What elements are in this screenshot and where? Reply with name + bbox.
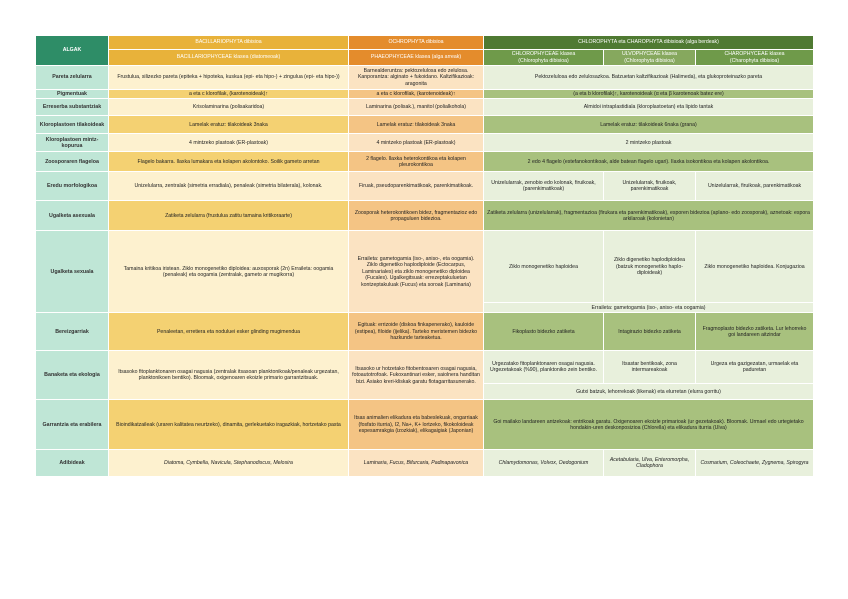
cell-bacillariophyta: a eta c klorofilak, (karotenoideak)↑ [109, 90, 349, 99]
cell-ochrophyta: Egituak: errizoide (diskoa finkapenerako), kauloide (estipea), filoide (ijelika). Tarteko meristemen bidezko hazkunde tarteaketua. [349, 313, 484, 351]
row-label: Bereizgarriak [36, 313, 109, 351]
cell-ochrophyta: Barnealderuntza: pektozelulosa edo zelulosa. Kanporantza: alginato + fukoidano. Kaltzifikazioak: aragonita [349, 66, 484, 90]
table-row [36, 231, 814, 303]
cell-ochrophyta: Zoosporak heterokontikoen bidez, fragmentazioz edo propaguluen bidezioa. [349, 201, 484, 231]
cell-chlorophyta: Lamelak eratuz: tilakoideak 6naka (grana) [484, 116, 814, 134]
cell-bacillariophyta: Diatoma, Cymbella, Navicula, Stephanodiscus, Melosira [109, 450, 349, 477]
row-label: Zoosporaren flageloa [36, 152, 109, 172]
chlorophyceae-class-name: CHLOROPHYCEAE klasea [511, 51, 576, 58]
ulvophyceae-class-division: (Chlorophyta dibisioa) [624, 57, 675, 64]
row-label: Ugalketa sexuala [36, 231, 109, 313]
cell-charophyceae: Urgeza eta gazigezatan, urmaelak eta paduretan [696, 351, 814, 384]
cell-charophyceae: Fragmoplasto bidezko zatiketa. Lur lehorreko goi landareen aitzindar [696, 313, 814, 351]
table-row [36, 400, 814, 450]
table-row [36, 201, 814, 231]
header-row-divisions [36, 36, 814, 50]
cell-chlorophyta: Almidoi intraplastidiala (kloroplastoetan) eta lipido tantak [484, 99, 814, 116]
cell-bacillariophyta: Lamelak eratuz: tilakoideak 3naka [109, 116, 349, 134]
cell-ochrophyta: Itsasoko ur hotzetako fitobentosaren osagai nagusia, fotoautotrofoak. Fukoxantinari esker, saiolnera handitan bizi. Asiako kreri-kliskak garatu flotagarritasunerako. [349, 351, 484, 400]
row-label: Eredu morfologikoa [36, 172, 109, 201]
table-row [36, 450, 814, 477]
cell-chlorophyceae: Urgezatako fitoplanktonaren osagai nagusia. Urgezetakoak (%90), planktoniko zein bentiko. [484, 351, 604, 384]
cell-bacillariophyta: Zatiketa zelularra (frustulua zatitu tamaina kritikoraarte) [109, 201, 349, 231]
table-row [36, 66, 814, 90]
cell-chlorophyta: Pektozelulosa edo zelulosazkoa. Batzuetan kaltzifikazioak (Halimeda), eta glukoproteinazko pareta [484, 66, 814, 90]
row-label: Adibideak [36, 450, 109, 477]
header-algak: ALGAK [36, 36, 109, 66]
cell-chlorophyceae: Fikoplasto bidezko zatiketa [484, 313, 604, 351]
charophyceae-class-division: (Charophyta dibisioa) [729, 57, 780, 64]
table-row [36, 134, 814, 152]
cell-ulvophyceae: Ziklo digenetiko haplodiploidea (batzuk monogenetiko haplo-diploideak) [604, 231, 696, 303]
row-label: Ugalketa asexuala [36, 201, 109, 231]
cell-ochrophyta: Itsas animalien elikadura eta babeslekuak, ongarriaak (fosfato iturria), I2, Na+, K+ lortzeko, fikokoloideak espesamrakgia (izozkiak), elikagaigiak (Japonian) [349, 400, 484, 450]
cell-chlorophyta-shared: Gutxi batzuk, lehorrekoak (likenak) eta elurretan (elurra gorritu) [484, 384, 814, 400]
cell-chlorophyceae: Ziklo monogenetiko haploidea [484, 231, 604, 303]
cell-bacillariophyta: Bioindikatzaileak (uraren kalitatea neurtzeko), dinamita, gerlekuetako iragazkiak, hortzetako pasta [109, 400, 349, 450]
row-label: Kloroplastoen tilakoideak [36, 116, 109, 134]
cell-bacillariophyta: Frustulua, silizezko pareta (epiteka + hipoteka, kuskua (epi- eta hipo-) + zingulua (epi- eta hipo-)) [109, 66, 349, 90]
cell-chlorophyta: Zatiketa zelularra (unizelularrak), fragmentazioa (firukara eta parenkimatikoak), esporen bidezioa (aplano- edo zoosporak), aznetoak: espora arkilaroak (kolonietan) [484, 201, 814, 231]
cell-ochrophyta: Erraileta: gametogamia (iso-, aniso-, eta oogamia). Ziklo digenetiko haplodiploide (Ectocarpus, Laminariales) eta ziklo monogenetiko diploidea (Fucales). Ugalkegitsuak: errezeptakuluetan kontzeptakuluak (Fucus) eta soroak (Laminaria) [349, 231, 484, 313]
table-row [36, 152, 814, 172]
row-label: Banaketa eta ekologia [36, 351, 109, 400]
cell-chlorophyta: Goi mailako landareen antzekoak: entrikoak garatu. Oxigenoaren ekoizle primarioak (ur gezetakoak). Bloomak. Urmael edo urtegietako hondakin-uren deskonposizioa (Chlorella) eta elikadura iturria (Ulva) [484, 400, 814, 450]
row-label: Erreserba substantziak [36, 99, 109, 116]
cell-ochrophyta: Lamelak eratuz: tilakoideak 3naka [349, 116, 484, 134]
cell-charophyceae: Cosmarium, Coleochaete, Zygnema, Spirogyra [696, 450, 814, 477]
algae-comparison-table [35, 35, 814, 477]
cell-bacillariophyta: Krisolaminarina (polisakaridoa) [109, 99, 349, 116]
header-row-classes [36, 50, 814, 66]
table-row [36, 172, 814, 201]
cell-ochrophyta: a eta c klorofilak, (karotenoideak)↑ [349, 90, 484, 99]
cell-bacillariophyta: Tamaina kritikoa iristean. Ziklo monogenetiko diploidea: auxosporak (2n) Erraileta: oogamia (penaleak) eta oogamia (zentralak, gameto ar mugikorra) [109, 231, 349, 313]
cell-bacillariophyta: Flagelo bakarra. Ilaxka lumakara eta kolapen akolontoko. Soilik gameto arretan [109, 152, 349, 172]
header-bacillariophyceae-class: BACILLARIOPHYCEAE klasea (diatomeoak) [109, 50, 349, 66]
header-chlorophyceae-class [484, 50, 604, 66]
cell-chlorophyceae: Chlamydomonas, Volvox, Oedogonium [484, 450, 604, 477]
row-label: Kloroplastoen mintz-kopurua [36, 134, 109, 152]
cell-bacillariophyta: Penaleetan, erretiera eta noduluei esker glinding mugimendua [109, 313, 349, 351]
header-charophyceae-class [696, 50, 814, 66]
header-chlorophyta-division: CHLOROPHYTA eta CHAROPHYTA dibisioak (alga berdeak) [484, 36, 814, 50]
table-row [36, 313, 814, 351]
cell-bacillariophyta: Itsasoko fitoplanktonaren osagai nagusia (zentralak itsasoan planktonikoak/penaleak urgezatan, planktonikoen bentiko). Bloomak, oxigenoaren ekoizle primario garrantzitsuak. [109, 351, 349, 400]
table-row [36, 351, 814, 384]
cell-ochrophyta: 2 flagelo. Ilaxka heterokontikoa eta kolapen pleurokontikoa [349, 152, 484, 172]
header-ochrophyta-division: OCHROPHYTA dibisioa [349, 36, 484, 50]
header-bacillariophyta-division: BACILLARIOPHYTA dibisioa [109, 36, 349, 50]
cell-chlorophyta-shared: Erraileta: gametogamia (iso-, aniso- eta oogamia) [484, 303, 814, 313]
cell-chlorophyta: 2 edo 4 flagelo (estefanokontikoak, alde batean flagelo ugari). Ilaxka isokontikoa eta kolapen akolontikoa. [484, 152, 814, 172]
cell-charophyceae: Unizelularrak, firuikoak, parenkimatikoak [696, 172, 814, 201]
cell-ulvophyceae: Intagirazio bidezko zatiketa [604, 313, 696, 351]
cell-ochrophyta: Laminarina (polisak.), manitol (polialkohola) [349, 99, 484, 116]
chlorophyceae-class-division: (Chlorophyta dibisioa) [518, 57, 569, 64]
header-ulvophyceae-class [604, 50, 696, 66]
cell-bacillariophyta: 4 mintzeko plastoak (ER-plastoak) [109, 134, 349, 152]
cell-ulvophyceae: Acetabularia, Ulva, Enteromorpha, Cladophora [604, 450, 696, 477]
row-label: Garrantzia eta erabilera [36, 400, 109, 450]
ulvophyceae-class-name: ULVOPHYCEAE klasea [622, 51, 677, 58]
row-label: Pigmentuak [36, 90, 109, 99]
cell-ochrophyta: Firuak, pseudoparenkimatikoak, parenkimatikoak. [349, 172, 484, 201]
row-label: Pareta zelularra [36, 66, 109, 90]
cell-ochrophyta: 4 mintzeko plastoak (ER-plastoak) [349, 134, 484, 152]
cell-ochrophyta: Laminaria, Fucus, Bifurcaria, Padinapavonica [349, 450, 484, 477]
cell-chlorophyta: 2 mintzeko plastoak [484, 134, 814, 152]
table-row [36, 90, 814, 99]
cell-chlorophyceae: Unizelularrak, zenobio edo kolonak, firuikoak, (parenkimatikoak) [484, 172, 604, 201]
cell-bacillariophyta: Unizelularra, zentralak (simetria erradiala), penaleak (simetria bilaterala), kolonak. [109, 172, 349, 201]
cell-ulvophyceae: Itsastar bentikoak, zona intermareakoak [604, 351, 696, 384]
charophyceae-class-name: CHAROPHYCEAE klasea [724, 51, 785, 58]
cell-charophyceae: Ziklo monogenetiko haploidea. Konjugazioa [696, 231, 814, 303]
table-row [36, 99, 814, 116]
cell-ulvophyceae: Unizelularrak, firuikoak, parenkimatikoak [604, 172, 696, 201]
cell-chlorophyta: (a eta b klorofilak)↑, karotenoideak (α eta β karotenoak batez ere) [484, 90, 814, 99]
table-row [36, 116, 814, 134]
header-phaeophyceae-class: PHAEOPHYCEAE klasea (alga arreak) [349, 50, 484, 66]
